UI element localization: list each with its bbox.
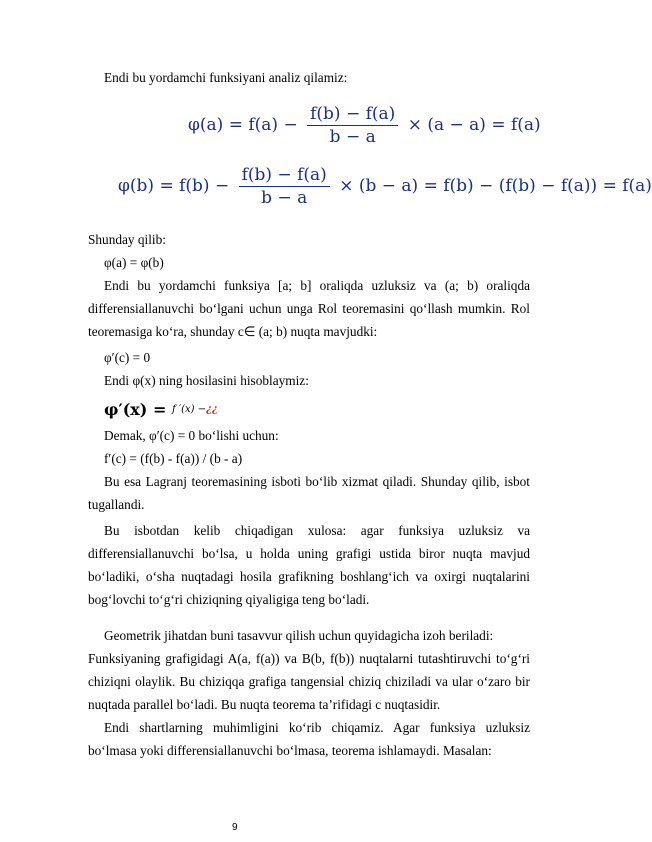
phi-prime-zero-line: φ′(c) = 0 xyxy=(104,350,151,365)
formula-phi-a xyxy=(188,104,541,147)
geometric-paragraph: Geometrik jihatdan buni tasavvur qilish uchun quyidagicha izoh beriladi: xyxy=(104,628,494,643)
proof-done-paragraph: Bu esa Lagranj teoremasining isboti bo‘lib xizmat qiladi. Shunday qilib, isbot tugallandi. xyxy=(88,474,530,512)
formula-phi-b-numerator: f(b) − f(a) xyxy=(239,165,330,187)
formula-phi-b-fraction xyxy=(239,165,330,208)
formula-phi-a-fraction xyxy=(307,104,398,147)
phi-equality-line: φ(a) = φ(b) xyxy=(104,255,164,270)
formula-phi-b-right: × (b − a) = f(b) − (f(b) − f(a)) = f(a) xyxy=(339,176,652,196)
demak-paragraph: Demak, φ′(c) = 0 bo‘lishi uchun: xyxy=(104,428,279,443)
derivative-formula-lhs: φ′(x) = xyxy=(104,400,167,419)
formula-phi-a-right: × (a − a) = f(a) xyxy=(407,115,541,135)
page-number: 9 xyxy=(232,822,238,833)
conclusion-paragraph: Bu isbotdan kelib chiqadigan xulosa: agar funksiya uzluksiz va differensiallanuvchi bo‘lsa, u holda uning grafigi ustida biror nuqta mavjud bo‘ladiki, o‘sha nuqtadagi hosila grafikning boshlang‘ich va oxirgi nuqtalarini bog‘lovchi to‘g‘ri chiziqning qiyaligiga teng bo‘ladi. xyxy=(88,523,530,607)
derivative-intro-paragraph: Endi φ(x) ning hosilasini hisoblaymiz: xyxy=(104,373,309,388)
formula-phi-b-left: φ(b) = f(b) − xyxy=(118,176,230,196)
result-formula-line: f′(c) = (f(b) - f(a)) / (b - a) xyxy=(104,451,243,466)
formula-phi-a-denominator: b − a xyxy=(329,127,376,147)
derivative-formula xyxy=(104,400,218,419)
points-paragraph: Funksiyaning grafigidagi A(a, f(a)) va B(b, f(b)) nuqtalarni tutashtiruvchi to‘g‘ri chiziqni olaylik. Bu chiziqqa grafiga tangensial chiziq chiziladi va ular o‘zaro bir nuqtada parallel bo‘ladi. Bu nuqta teorema ta’rifidagi c nuqtasidir. xyxy=(88,651,530,712)
formula-phi-a-left: φ(a) = f(a) − xyxy=(188,115,298,135)
rolle-paragraph: Endi bu yordamchi funksiya [a; b] oraliqda uzluksiz va (a; b) oraliqda differensiallanuvchi bo‘lgani uchun unga Rol teoremasini qo‘llash mumkin. Rol teoremasiga ko‘ra, shunday c∈ (a; b) nuqta mavjudki: xyxy=(88,278,530,339)
formula-phi-a-numerator: f(b) − f(a) xyxy=(307,104,398,126)
formula-phi-b xyxy=(118,165,652,208)
importance-paragraph: Endi shartlarning muhimligini ko‘rib chiqamiz. Agar funksiya uzluksiz bo‘lmasa yoki differensiallanuvchi bo‘lmasa, teorema ishlamaydi. Masalan: xyxy=(88,720,530,758)
shunday-paragraph: Shunday qilib: xyxy=(88,232,166,247)
derivative-formula-broken-glyphs: ¿¿ xyxy=(206,404,218,415)
intro-paragraph: Endi bu yordamchi funksiyani analiz qilamiz: xyxy=(104,70,348,85)
derivative-formula-rhs: f ′(x) − xyxy=(171,404,207,415)
formula-phi-b-denominator: b − a xyxy=(261,188,308,208)
